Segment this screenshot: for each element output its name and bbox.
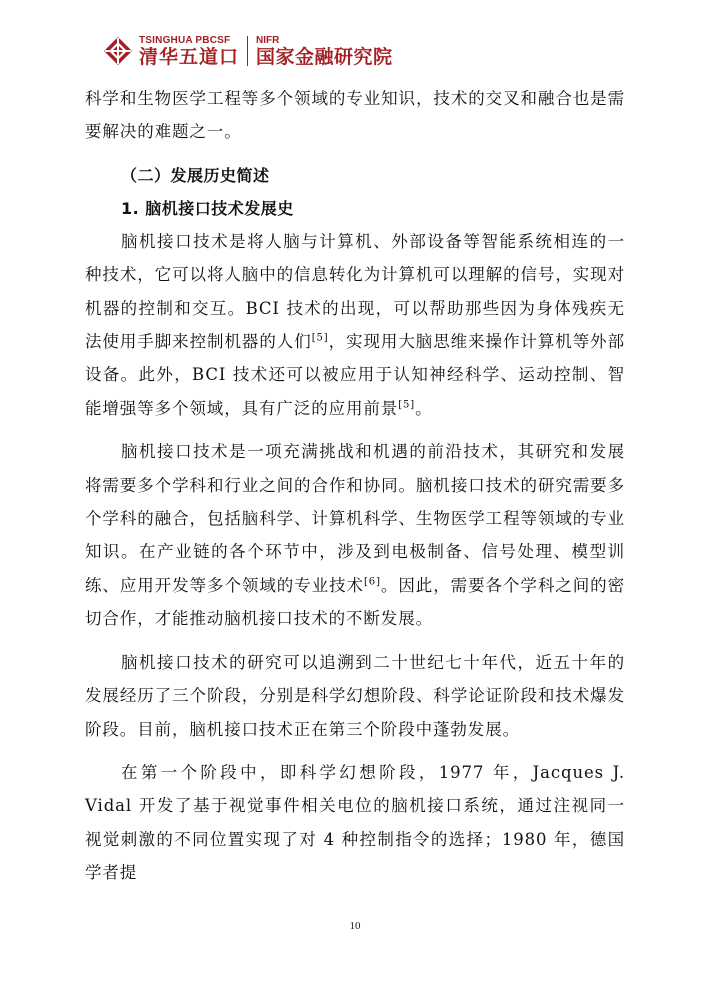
paragraph-bci-definition bbox=[85, 225, 625, 425]
citation-ref: [5] bbox=[311, 332, 329, 344]
institute-name-block bbox=[256, 36, 393, 67]
text-run: 。 bbox=[415, 398, 433, 418]
paragraph-first-stage: 在第一个阶段中，即科学幻想阶段，1977 年，Jacques J. Vidal 开发了基于视觉事件相关电位的脑机接口系统，通过注视同一视觉刺激的不同位置实现了对 4 种控制指令的选择；1980 年，德国学者提 bbox=[85, 762, 625, 883]
spacer bbox=[85, 149, 625, 159]
citation-ref: [6] bbox=[364, 576, 381, 588]
paragraph-bci-history: 脑机接口技术的研究可以追溯到二十世纪七十年代，近五十年的发展经历了三个阶段，分别是科学幻想阶段、科学论证阶段和技术爆发阶段。目前，脑机接口技术正在第三个阶段中蓬勃发展。 bbox=[85, 652, 625, 739]
section-heading: （二）发展历史简述 bbox=[121, 165, 270, 185]
text-run: 。因此，需要各个学科之间的密切合作，才能推动脑机接口技术的不断发展。 bbox=[85, 575, 625, 629]
logo-text-block bbox=[139, 36, 239, 67]
page-header bbox=[103, 29, 393, 73]
document-body bbox=[85, 82, 625, 890]
page-number: 10 bbox=[349, 920, 361, 932]
text-run: ，实现用大脑思维来操作计算机等外部设备。此外，BCI 技术还可以被应用于认知神经科学、运动控制、智能增强等多个领域，具有广泛的应用前景 bbox=[85, 332, 625, 418]
subsection-heading: 1. 脑机接口技术发展史 bbox=[121, 198, 294, 218]
citation-ref: [5] bbox=[398, 399, 416, 411]
logo-chinese-name: 清华五道口 bbox=[139, 45, 240, 68]
spacer bbox=[85, 746, 625, 756]
text-run: 脑机接口技术是将人脑与计算机、外部设备等智能系统相连的一种技术，它可以将人脑中的信息转化为计算机可以理解的信号，实现对机器的控制和交互。BCI 技术的出现，可以帮助那些因为身体残疾无法使用手脚来控制机器的人们 bbox=[85, 231, 625, 352]
paragraph-continued: 科学和生物医学工程等多个领域的专业知识，技术的交叉和融合也是需要解决的难题之一。 bbox=[85, 89, 625, 142]
spacer bbox=[85, 636, 625, 646]
text-run: 脑机接口技术是一项充满挑战和机遇的前沿技术，其研究和发展将需要多个学科和行业之间的合作和协同。脑机接口技术的研究需要多个学科的融合，包括脑科学、计算机科学、生物医学工程等领域的专业知识。在产业链的各个环节中，涉及到电极制备、信号处理、模型训练、应用开发等多个领域的专业技术 bbox=[85, 442, 625, 595]
tsinghua-logo-icon bbox=[103, 36, 133, 66]
institute-english-name: NIFR bbox=[256, 34, 280, 46]
institute-chinese-name: 国家金融研究院 bbox=[256, 45, 393, 68]
spacer bbox=[85, 425, 625, 435]
paragraph-bci-challenges bbox=[85, 435, 625, 635]
logo-english-name: TSINGHUA PBCSF bbox=[139, 34, 231, 46]
logo-divider bbox=[247, 36, 248, 66]
